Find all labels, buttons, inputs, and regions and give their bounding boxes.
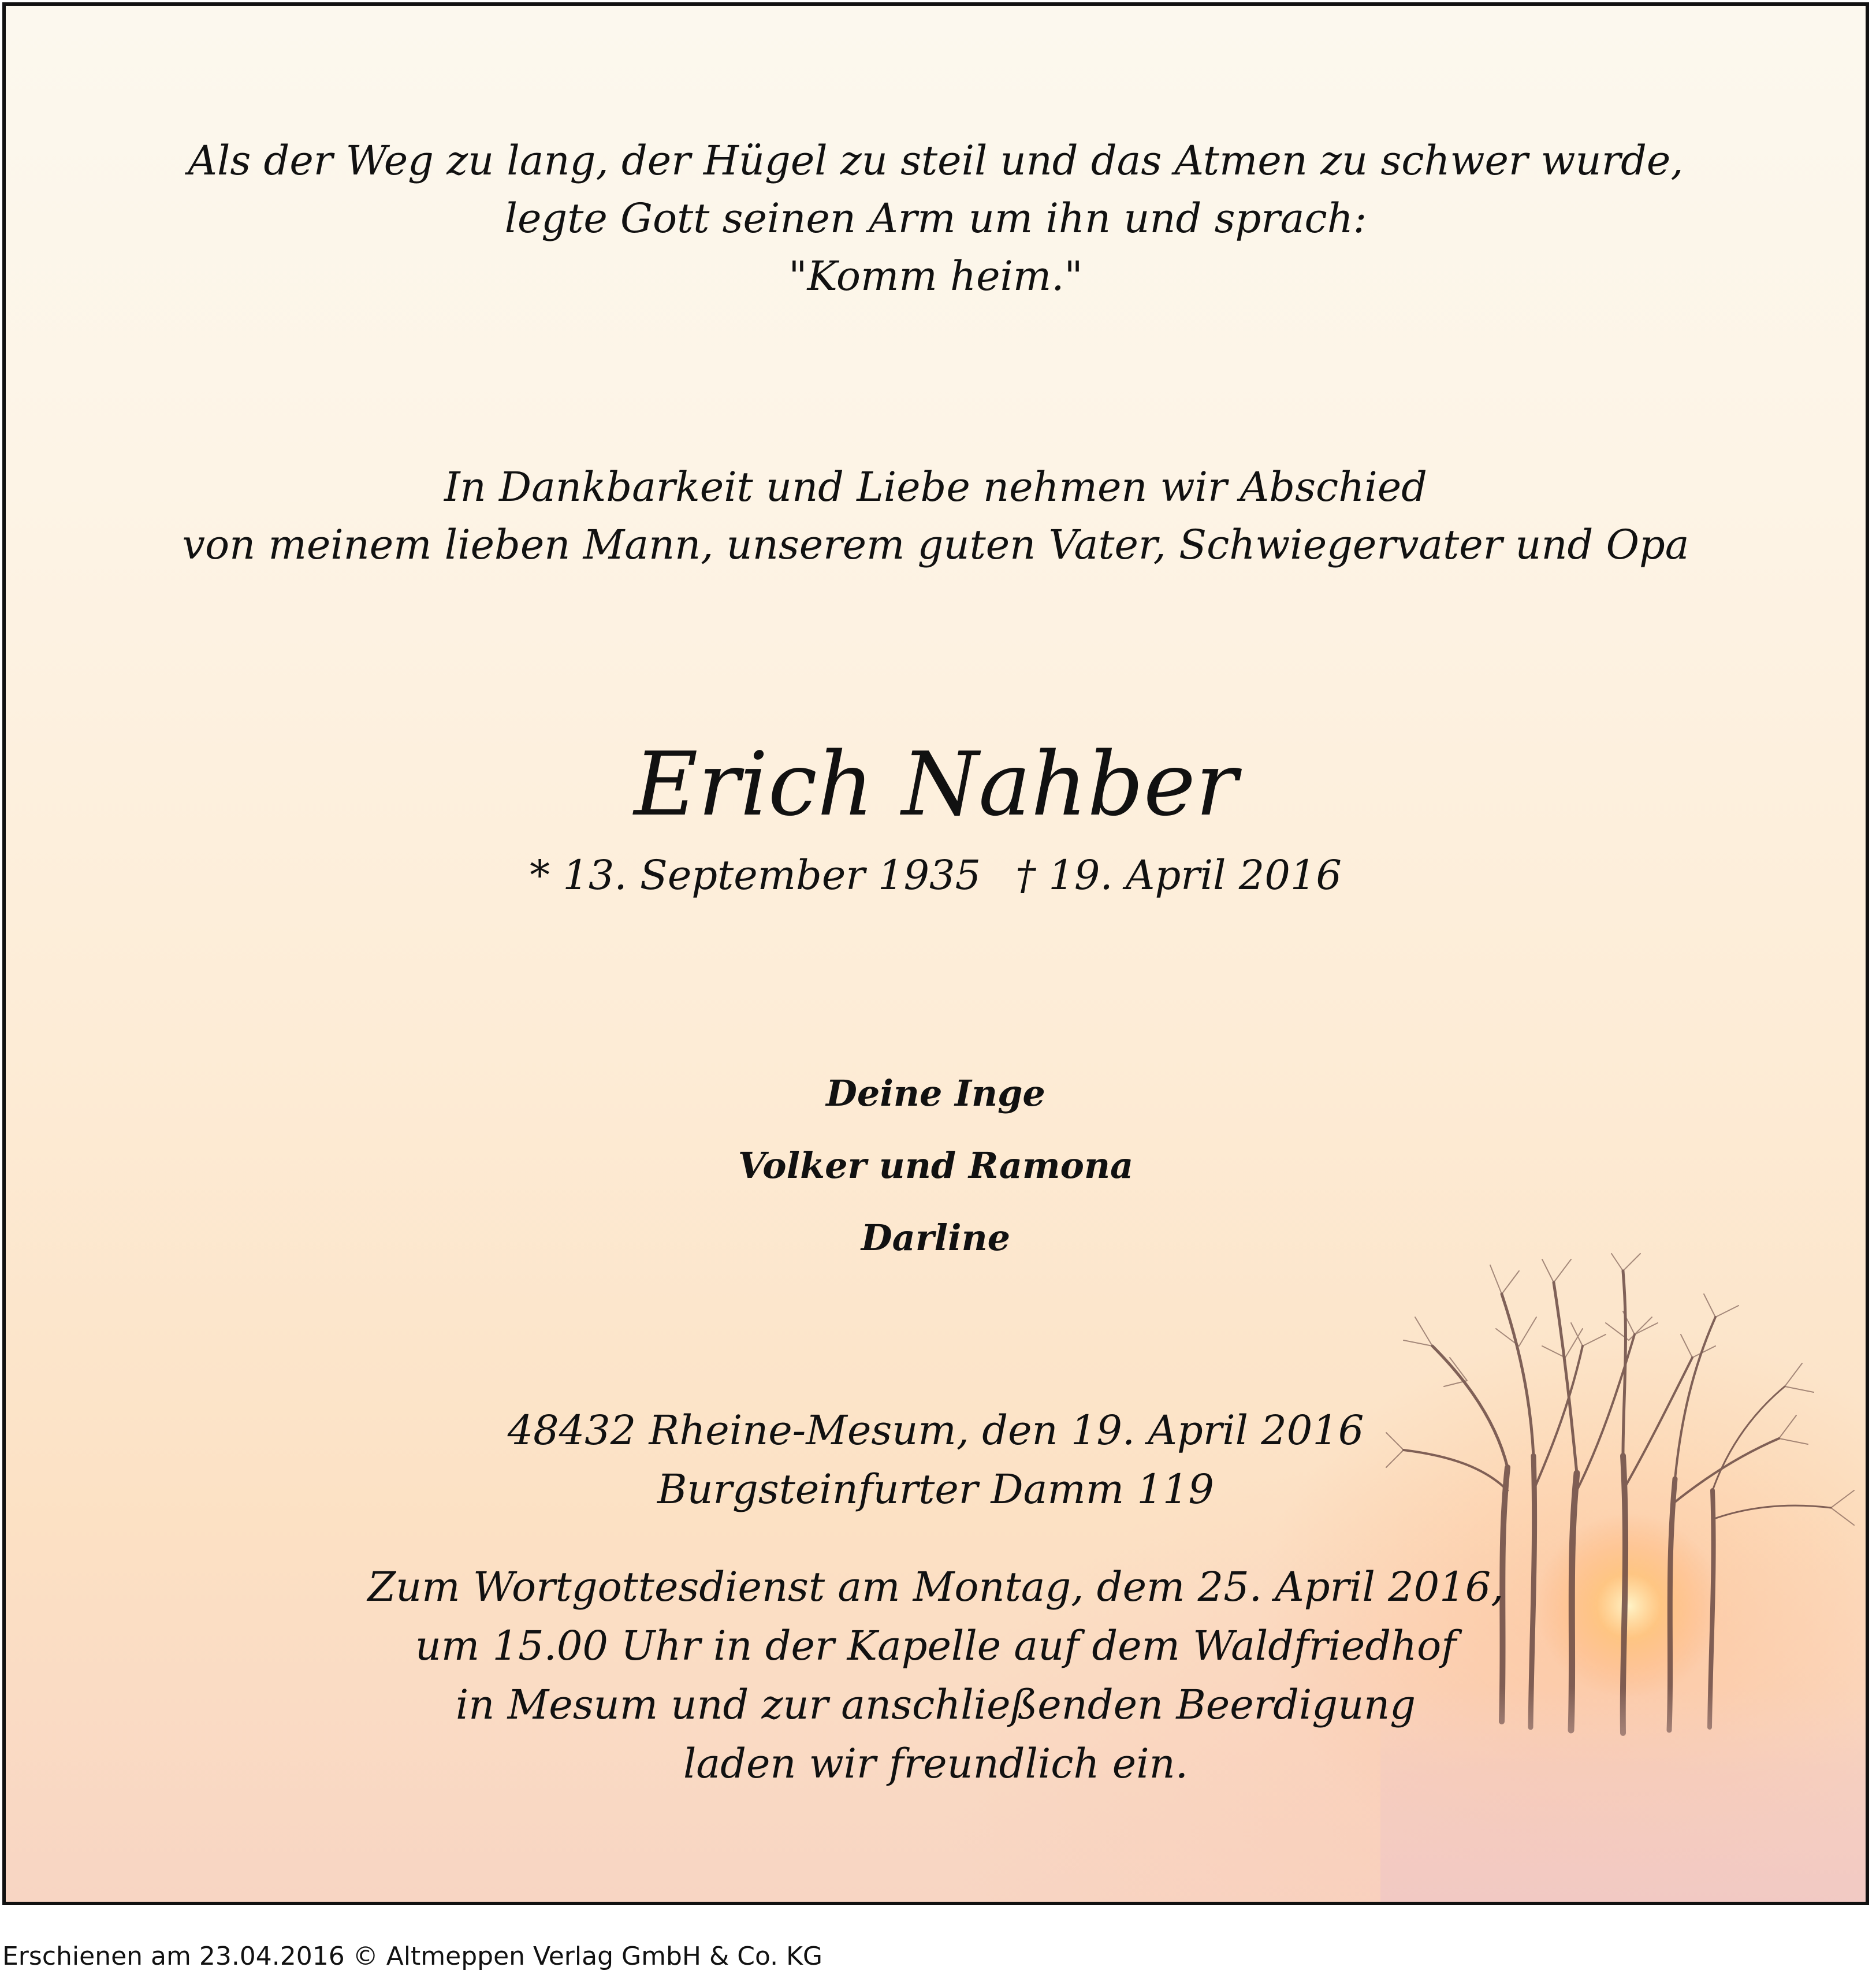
farewell-intro: [6, 458, 1866, 574]
birth-date: * 13. September 1935: [530, 852, 981, 899]
service-invitation: [6, 1557, 1866, 1793]
mourners-list: [6, 1057, 1866, 1274]
obituary-notice: [2, 2, 1869, 1905]
deceased-name: Erich Nahber: [634, 733, 1238, 835]
invitation-line: Zum Wortgottesdienst am Montag, dem 25. April 2016,: [367, 1563, 1504, 1611]
mourner-name: Darline: [861, 1217, 1011, 1259]
death-date: † 19. April 2016: [1015, 852, 1342, 899]
address-block: [6, 1401, 1866, 1519]
invitation-line: um 15.00 Uhr in der Kapelle auf dem Waldfriedhof: [415, 1622, 1457, 1670]
address-line: Burgsteinfurter Damm 119: [657, 1466, 1214, 1513]
verse-line: Als der Weg zu lang, der Hügel zu steil und das Atmen zu schwer wurde,: [188, 137, 1684, 184]
invitation-line: laden wir freundlich ein.: [683, 1740, 1188, 1787]
invitation-line: in Mesum und zur anschließenden Beerdigung: [455, 1681, 1416, 1728]
verse-line: legte Gott seinen Arm um ihn und sprach:: [504, 195, 1367, 242]
intro-line: In Dankbarkeit und Liebe nehmen wir Abschied: [444, 463, 1427, 511]
publication-footer: Erschienen am 23.04.2016 © Altmeppen Verlag GmbH & Co. KG: [2, 1942, 823, 1971]
intro-line: von meinem lieben Mann, unserem guten Vater, Schwiegervater und Opa: [182, 521, 1689, 568]
verse-line: "Komm heim.": [788, 252, 1083, 300]
mourner-name: Deine Inge: [826, 1072, 1045, 1114]
address-line: 48432 Rheine-Mesum, den 19. April 2016: [507, 1407, 1364, 1454]
mourner-name: Volker und Ramona: [738, 1144, 1134, 1187]
verse: [6, 132, 1866, 305]
life-dates: [6, 846, 1866, 904]
